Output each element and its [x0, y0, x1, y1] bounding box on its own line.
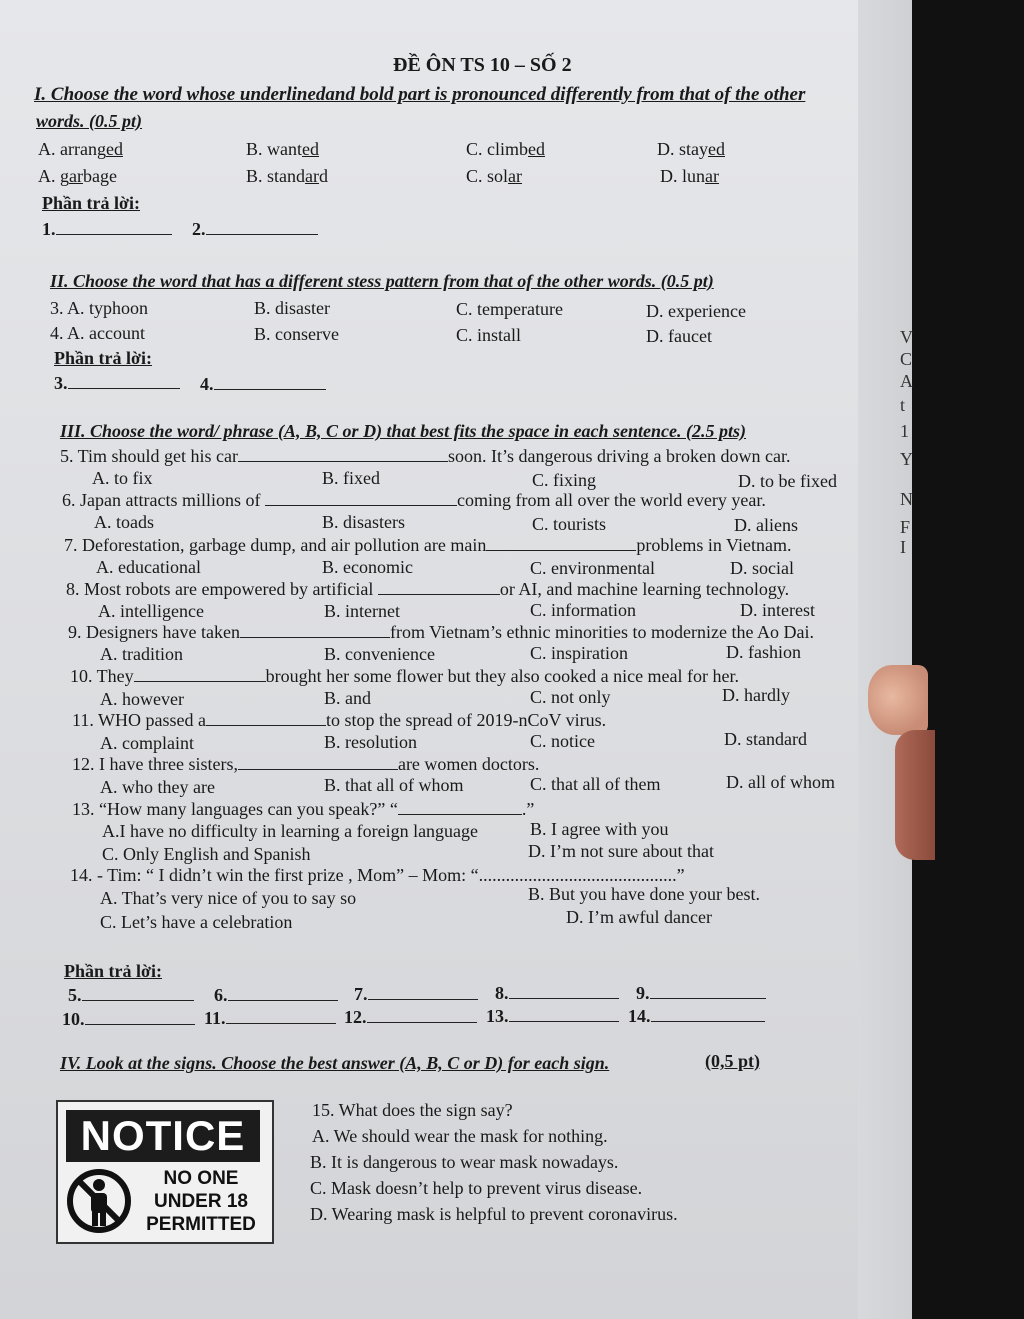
notice-sign	[56, 1100, 274, 1244]
q5-stem: 5. Tim should get his car soon. It’s dangerous driving a broken down car.	[60, 446, 791, 466]
answer-blank-7[interactable]: 7.	[354, 983, 478, 1005]
edge-letter: 1	[900, 421, 909, 441]
section-4-heading: IV. Look at the signs. Choose the best answer (A, B, C or D) for each sign.	[60, 1053, 610, 1073]
q13-option-c: C. Only English and Spanish	[102, 844, 311, 864]
q4-option-c: C. install	[456, 325, 522, 345]
q6-option-c: C. tourists	[532, 514, 607, 534]
q8-option-a: A. intelligence	[98, 601, 204, 621]
q7-option-d: D. social	[730, 558, 794, 578]
q14-stem: 14. - Tim: “ I didn’t win the first prize , Mom” – Mom: “............................................”	[70, 865, 685, 885]
q11-option-d: D. standard	[724, 729, 807, 749]
answer-blank-3[interactable]: 3.	[54, 372, 180, 394]
q3-option-b: B. disaster	[254, 298, 330, 318]
q9-option-d: D. fashion	[726, 642, 801, 662]
q12-option-b: B. that all of whom	[324, 775, 464, 795]
answer-blank-4[interactable]: 4.	[200, 373, 326, 395]
answer-blank-6[interactable]: 6.	[214, 984, 338, 1006]
page-title: ĐỀ ÔN TS 10 – SỐ 2	[393, 54, 572, 76]
q5-option-a: A. to fix	[92, 468, 153, 488]
q12-option-a: A. who they are	[100, 777, 215, 797]
q9-option-c: C. inspiration	[530, 643, 628, 663]
q8-option-b: B. internet	[324, 601, 400, 621]
notice-line-3: PERMITTED	[146, 1214, 256, 1235]
section-1-heading: I. Choose the word whose underlinedand bold part is pronounced differently from that of the other	[34, 84, 806, 105]
q5-option-b: B. fixed	[322, 468, 380, 488]
q9-stem: 9. Designers have taken from Vietnam’s ethnic minorities to modernize the Ao Dai.	[68, 622, 814, 642]
edge-letter: F	[900, 517, 911, 537]
q12-option-d: D. all of whom	[726, 772, 835, 792]
answer-blank-12[interactable]: 12.	[344, 1006, 477, 1028]
q4-option-b: B. conserve	[254, 324, 339, 344]
edge-letter: C	[900, 349, 913, 369]
q11-option-b: B. resolution	[324, 732, 417, 752]
q2-option-d: D. lunar	[660, 166, 719, 186]
q7-stem: 7. Deforestation, garbage dump, and air pollution are main problems in Vietnam.	[64, 535, 792, 555]
edge-letter: I	[900, 537, 906, 557]
q8-option-c: C. information	[530, 600, 636, 620]
q9-option-b: B. convenience	[324, 644, 435, 664]
q1-option-b: B. wanted	[246, 139, 319, 159]
q3-option-d: D. experience	[646, 301, 746, 321]
q1-option-c: C. climbed	[466, 139, 545, 159]
notice-line-2: UNDER 18	[154, 1191, 248, 1212]
q15-question: 15. What does the sign say?	[312, 1100, 513, 1120]
q13-stem: 13. “How many languages can you speak?” “ .”	[72, 799, 535, 819]
section-2-heading: II. Choose the word that has a different stess pattern from that of the other words. (0.5 pt)	[50, 271, 714, 291]
answer-blank-1[interactable]: 1.	[42, 218, 172, 240]
q7-option-a: A. educational	[96, 557, 201, 577]
page-edge-shadow	[858, 0, 912, 1319]
q11-option-c: C. notice	[530, 731, 595, 751]
q14-option-a: A. That’s very nice of you to say so	[100, 888, 357, 908]
section-3-heading: III. Choose the word/ phrase (A, B, C or D) that best fits the space in each sentence. (2.5 pts)	[60, 421, 747, 441]
q1-option-a: A. arranged	[38, 139, 123, 159]
q14-option-b: B. But you have done your best.	[528, 884, 760, 904]
answer-blank-10[interactable]: 10.	[62, 1008, 195, 1030]
section-4-points: (0,5 pt)	[705, 1051, 760, 1071]
q10-option-d: D. hardly	[722, 685, 790, 705]
q11-stem: 11. WHO passed a to stop the spread of 2019-nCoV virus.	[72, 710, 607, 730]
q6-stem: 6. Japan attracts millions of coming from all over the world every year.	[62, 490, 766, 510]
q1-option-d: D. stayed	[657, 139, 725, 159]
edge-letter: V	[900, 327, 913, 347]
q9-option-a: A. tradition	[100, 644, 183, 664]
q13-option-b: B. I agree with you	[530, 819, 669, 839]
no-person-icon	[66, 1168, 132, 1234]
edge-letter: A	[900, 371, 913, 391]
q15-option-a: A. We should wear the mask for nothing.	[312, 1126, 608, 1146]
q12-option-c: C. that all of them	[530, 774, 661, 794]
hand-thumb	[868, 665, 928, 735]
q10-option-b: B. and	[324, 688, 371, 708]
q4-option-d: D. faucet	[646, 326, 712, 346]
q10-option-c: C. not only	[530, 687, 611, 707]
q13-option-d: D. I’m not sure about that	[528, 841, 714, 861]
answer-blank-11[interactable]: 11.	[204, 1007, 336, 1029]
q6-option-b: B. disasters	[322, 512, 405, 532]
answer-label-3: Phần trả lời:	[64, 961, 162, 981]
hand-finger	[895, 730, 935, 860]
edge-letter: N	[900, 489, 913, 509]
section-1-heading-points: words. (0.5 pt)	[36, 111, 143, 131]
edge-letter: t	[900, 395, 906, 415]
edge-letter: Y	[900, 449, 913, 469]
answer-blank-9[interactable]: 9.	[636, 982, 766, 1004]
answer-blank-14[interactable]: 14.	[628, 1005, 765, 1027]
notice-title: NOTICE	[66, 1110, 260, 1162]
answer-blank-5[interactable]: 5.	[68, 984, 194, 1006]
q13-option-a: A.I have no difficulty in learning a foreign language	[102, 821, 479, 841]
q15-option-d: D. Wearing mask is helpful to prevent coronavirus.	[310, 1204, 678, 1224]
q8-stem: 8. Most robots are empowered by artificial or AI, and machine learning technology.	[66, 579, 790, 599]
q10-stem: 10. They brought her some flower but they also cooked a nice meal for her.	[70, 666, 740, 686]
answer-label-2: Phần trả lời:	[54, 348, 152, 368]
answer-blank-2[interactable]: 2.	[192, 218, 318, 240]
answer-blank-13[interactable]: 13.	[486, 1005, 619, 1027]
q8-option-d: D. interest	[740, 600, 815, 620]
answer-label-1: Phần trả lời:	[42, 193, 140, 213]
q11-option-a: A. complaint	[100, 733, 194, 753]
q3-option-a: 3. A. typhoon	[50, 298, 149, 318]
q2-option-c: C. solar	[466, 166, 522, 186]
q15-option-b: B. It is dangerous to wear mask nowadays.	[310, 1152, 619, 1172]
q7-option-b: B. economic	[322, 557, 413, 577]
q15-option-c: C. Mask doesn’t help to prevent virus disease.	[310, 1178, 643, 1198]
notice-line-1: NO ONE	[163, 1168, 239, 1189]
q6-option-a: A. toads	[94, 512, 154, 532]
answer-blank-8[interactable]: 8.	[495, 982, 619, 1004]
q2-option-a: A. garbage	[38, 166, 117, 186]
q14-option-d: D. I’m awful dancer	[566, 907, 712, 927]
q5-option-d: D. to be fixed	[738, 471, 837, 491]
q4-option-a: 4. A. account	[50, 323, 145, 343]
q14-option-c: C. Let’s have a celebration	[100, 912, 293, 932]
q6-option-d: D. aliens	[734, 515, 798, 535]
q12-stem: 12. I have three sisters, are women doctors.	[72, 754, 540, 774]
q10-option-a: A. however	[100, 689, 184, 709]
q3-option-c: C. temperature	[456, 299, 563, 319]
q7-option-c: C. environmental	[530, 558, 655, 578]
q2-option-b: B. standard	[246, 166, 328, 186]
q5-option-c: C. fixing	[532, 470, 597, 490]
